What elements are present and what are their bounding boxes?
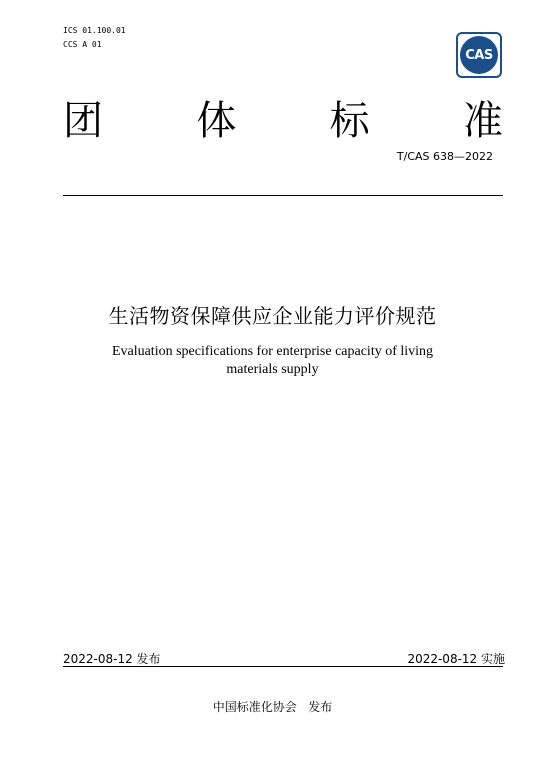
cas-logo-text: CAS bbox=[460, 36, 498, 74]
ccs-code: CCS A 01 bbox=[63, 40, 102, 49]
top-divider bbox=[63, 195, 503, 196]
standard-title-en bbox=[70, 343, 475, 379]
standard-title-zh: 生活物资保障供应企业能力评价规范 bbox=[108, 304, 437, 328]
classification-codes bbox=[63, 24, 126, 52]
title-en-line-1: Evaluation specifications for enterprise capacity of living bbox=[111, 344, 434, 359]
standard-number: T/CAS 638—2022 bbox=[396, 150, 493, 163]
title-char-3: 标 bbox=[329, 97, 370, 144]
document-type-title bbox=[63, 92, 503, 142]
bottom-divider bbox=[63, 666, 503, 667]
title-char-4: 准 bbox=[462, 97, 503, 144]
title-char-2: 体 bbox=[196, 97, 237, 144]
implement-date: 2022-08-12 实施 bbox=[407, 652, 505, 666]
cas-logo bbox=[456, 32, 502, 78]
release-date: 2022-08-12 发布 bbox=[63, 652, 161, 666]
title-en-line-2: materials supply bbox=[226, 362, 319, 377]
ics-code: ICS 01.100.01 bbox=[63, 26, 126, 35]
title-char-1: 团 bbox=[63, 97, 103, 144]
publisher: 中国标准化协会 发布 bbox=[212, 700, 333, 714]
